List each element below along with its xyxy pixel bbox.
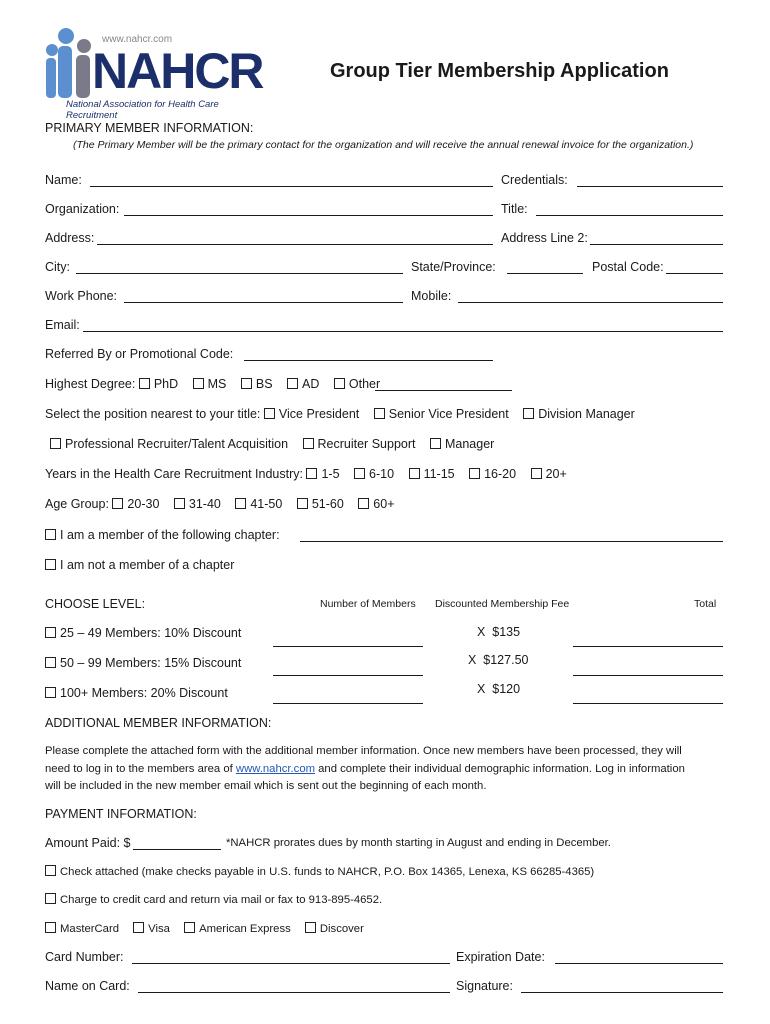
degree-option-phd[interactable]: PhD — [139, 377, 178, 391]
card-american-express[interactable]: American Express — [184, 922, 291, 935]
signature-label: Signature: — [456, 979, 513, 993]
chapter-name-field[interactable] — [300, 541, 723, 542]
col-number-header: Number of Members — [320, 598, 416, 610]
checkbox-icon[interactable] — [354, 468, 365, 479]
checkbox-icon[interactable] — [305, 922, 316, 933]
checkbox-icon[interactable] — [139, 378, 150, 389]
position-row-2 — [50, 437, 505, 451]
name-on-card-field[interactable] — [138, 992, 450, 993]
tier-option-3[interactable]: 100+ Members: 20% Discount — [45, 686, 228, 700]
email-label: Email: — [45, 318, 80, 332]
tier-3-members-field[interactable] — [273, 703, 423, 704]
checkbox-icon[interactable] — [358, 498, 369, 509]
state-label: State/Province: — [411, 260, 496, 274]
name-on-card-label: Name on Card: — [45, 979, 130, 993]
checkbox-icon[interactable] — [334, 378, 345, 389]
checkbox-icon[interactable] — [45, 893, 56, 904]
amount-label: Amount Paid: $ — [45, 836, 131, 850]
level-heading: CHOOSE LEVEL: — [45, 597, 146, 611]
checkbox-icon[interactable] — [469, 468, 480, 479]
expiration-label: Expiration Date: — [456, 950, 545, 964]
title-field[interactable] — [536, 215, 723, 216]
tier-2-fee: X $127.50 — [468, 653, 529, 667]
checkbox-icon[interactable] — [45, 922, 56, 933]
degree-row — [45, 377, 391, 391]
amount-field[interactable] — [133, 849, 221, 850]
payment-heading: PAYMENT INFORMATION: — [45, 807, 197, 821]
name-field[interactable] — [90, 186, 493, 187]
check-option[interactable]: Check attached (make checks payable in U.S. funds to NAHCR, P.O. Box 14365, Lenexa, KS 66285-4365) — [45, 865, 594, 878]
degree-option-bs[interactable]: BS — [241, 377, 273, 391]
organization-label: Organization: — [45, 202, 120, 216]
nahcr-link[interactable]: www.nahcr.com — [235, 762, 316, 775]
tier-3-fee: X $120 — [477, 682, 521, 696]
checkbox-icon[interactable] — [45, 529, 56, 540]
signature-field[interactable] — [521, 992, 723, 993]
card-discover[interactable]: Discover — [305, 922, 364, 935]
years-label: Years in the Health Care Recruitment Industry: — [45, 467, 303, 481]
checkbox-icon[interactable] — [306, 468, 317, 479]
credentials-label: Credentials: — [501, 173, 568, 187]
age-option-41-50[interactable]: 41-50 — [235, 497, 282, 511]
checkbox-icon[interactable] — [303, 438, 314, 449]
tier-3-total-field[interactable] — [573, 703, 723, 704]
age-option-20-30[interactable]: 20-30 — [112, 497, 159, 511]
tier-option-1[interactable]: 25 – 49 Members: 10% Discount — [45, 626, 241, 640]
years-option-16-20[interactable]: 16-20 — [469, 467, 516, 481]
logo — [44, 28, 266, 121]
position-senior-vice-president[interactable]: Senior Vice President — [374, 407, 509, 421]
degree-label: Highest Degree: — [45, 377, 136, 391]
position-recruiter-support[interactable]: Recruiter Support — [303, 437, 416, 451]
checkbox-icon[interactable] — [45, 687, 56, 698]
col-total-header: Total — [694, 598, 717, 610]
card-visa[interactable]: Visa — [133, 922, 170, 935]
degree-option-ad[interactable]: AD — [287, 377, 319, 391]
email-field[interactable] — [83, 331, 723, 332]
degree-option-other[interactable]: Other — [334, 377, 380, 391]
address-field[interactable] — [97, 244, 493, 245]
card-mastercard[interactable]: MasterCard — [45, 922, 119, 935]
position-professional-recruiter[interactable]: Professional Recruiter/Talent Acquisition — [50, 437, 288, 451]
address2-field[interactable] — [590, 244, 723, 245]
age-row — [45, 497, 406, 511]
postal-label: Postal Code: — [592, 260, 664, 274]
position-row-1 — [45, 407, 646, 421]
mobile-label: Mobile: — [411, 289, 452, 303]
position-label: Select the position nearest to your title: — [45, 407, 261, 421]
card-number-field[interactable] — [132, 963, 450, 964]
degree-option-ms[interactable]: MS — [193, 377, 227, 391]
checkbox-icon[interactable] — [45, 559, 56, 570]
years-row — [45, 467, 578, 481]
checkbox-icon[interactable] — [235, 498, 246, 509]
work-phone-label: Work Phone: — [45, 289, 118, 303]
additional-line-2: need to log in to the members area of www.nahcr.com and complete their individual demographic information. Log in information — [45, 762, 685, 775]
age-option-31-40[interactable]: 31-40 — [174, 497, 221, 511]
expiration-field[interactable] — [555, 963, 723, 964]
tier-1-members-field[interactable] — [273, 646, 423, 647]
col-fee-header: Discounted Membership Fee — [435, 598, 570, 610]
checkbox-icon[interactable] — [287, 378, 298, 389]
additional-paragraph — [45, 743, 725, 796]
logo-tagline: National Association for Health Care Recruitment — [66, 99, 219, 121]
checkbox-icon[interactable] — [264, 408, 275, 419]
checkbox-icon[interactable] — [50, 438, 61, 449]
tier-option-2[interactable]: 50 – 99 Members: 15% Discount — [45, 656, 241, 670]
organization-field[interactable] — [124, 215, 493, 216]
years-option-6-10[interactable]: 6-10 — [354, 467, 394, 481]
primary-note: (The Primary Member will be the primary contact for the organization and will receive the annual renewal invoice for the organization.) — [73, 139, 694, 151]
work-phone-field[interactable] — [124, 302, 403, 303]
years-option-20-plus[interactable]: 20+ — [531, 467, 567, 481]
city-field[interactable] — [76, 273, 403, 274]
degree-other-field[interactable] — [375, 390, 512, 391]
years-option-1-5[interactable]: 1-5 — [306, 467, 339, 481]
prorate-note: *NAHCR prorates dues by month starting in August and ending in December. — [226, 837, 611, 849]
city-label: City: — [45, 260, 70, 274]
tier-1-fee: X $135 — [477, 625, 521, 639]
referred-field[interactable] — [244, 360, 493, 361]
checkbox-icon[interactable] — [45, 627, 56, 638]
address-label: Address: — [45, 231, 95, 245]
tier-2-members-field[interactable] — [273, 675, 423, 676]
checkbox-icon[interactable] — [45, 657, 56, 668]
checkbox-icon[interactable] — [523, 408, 534, 419]
page-title: Group Tier Membership Application — [330, 60, 669, 82]
state-field[interactable] — [507, 273, 583, 274]
logo-url: www.nahcr.com — [102, 34, 173, 45]
tier-1-total-field[interactable] — [573, 646, 723, 647]
title-label: Title: — [501, 202, 528, 216]
tier-2-total-field[interactable] — [573, 675, 723, 676]
address2-label: Address Line 2: — [501, 231, 588, 245]
age-option-60-plus[interactable]: 60+ — [358, 497, 394, 511]
position-vice-president[interactable]: Vice President — [264, 407, 359, 421]
checkbox-icon[interactable] — [531, 468, 542, 479]
primary-heading: PRIMARY MEMBER INFORMATION: — [45, 121, 254, 135]
checkbox-icon[interactable] — [374, 408, 385, 419]
checkbox-icon[interactable] — [297, 498, 308, 509]
checkbox-icon[interactable] — [409, 468, 420, 479]
checkbox-icon[interactable] — [174, 498, 185, 509]
card-type-row — [45, 922, 375, 935]
mobile-field[interactable] — [458, 302, 723, 303]
postal-field[interactable] — [666, 273, 723, 274]
card-number-label: Card Number: — [45, 950, 124, 964]
age-option-51-60[interactable]: 51-60 — [297, 497, 344, 511]
checkbox-icon[interactable] — [45, 865, 56, 876]
logo-wordmark: NAHCR — [92, 43, 263, 99]
checkbox-icon[interactable] — [241, 378, 252, 389]
additional-heading: ADDITIONAL MEMBER INFORMATION: — [45, 716, 272, 730]
checkbox-icon[interactable] — [112, 498, 123, 509]
checkbox-icon[interactable] — [133, 922, 144, 933]
age-label: Age Group: — [45, 497, 109, 511]
position-division-manager[interactable]: Division Manager — [523, 407, 635, 421]
checkbox-icon[interactable] — [430, 438, 441, 449]
position-manager[interactable]: Manager — [430, 437, 494, 451]
checkbox-icon[interactable] — [184, 922, 195, 933]
years-option-11-15[interactable]: 11-15 — [409, 467, 455, 481]
checkbox-icon[interactable] — [193, 378, 204, 389]
additional-line-3: will be included in the new member email which is sent out the beginning of each month. — [45, 780, 487, 792]
name-label: Name: — [45, 173, 82, 187]
chapter-not-member-option[interactable]: I am not a member of a chapter — [45, 558, 234, 572]
credentials-field[interactable] — [577, 186, 723, 187]
additional-line-1: Please complete the attached form with the additional member information. Once new members have been processed, they will — [45, 745, 682, 757]
charge-option[interactable]: Charge to credit card and return via mail or fax to 913-895-4652. — [45, 893, 382, 906]
chapter-member-option[interactable]: I am a member of the following chapter: — [45, 528, 280, 542]
referred-label: Referred By or Promotional Code: — [45, 347, 234, 361]
